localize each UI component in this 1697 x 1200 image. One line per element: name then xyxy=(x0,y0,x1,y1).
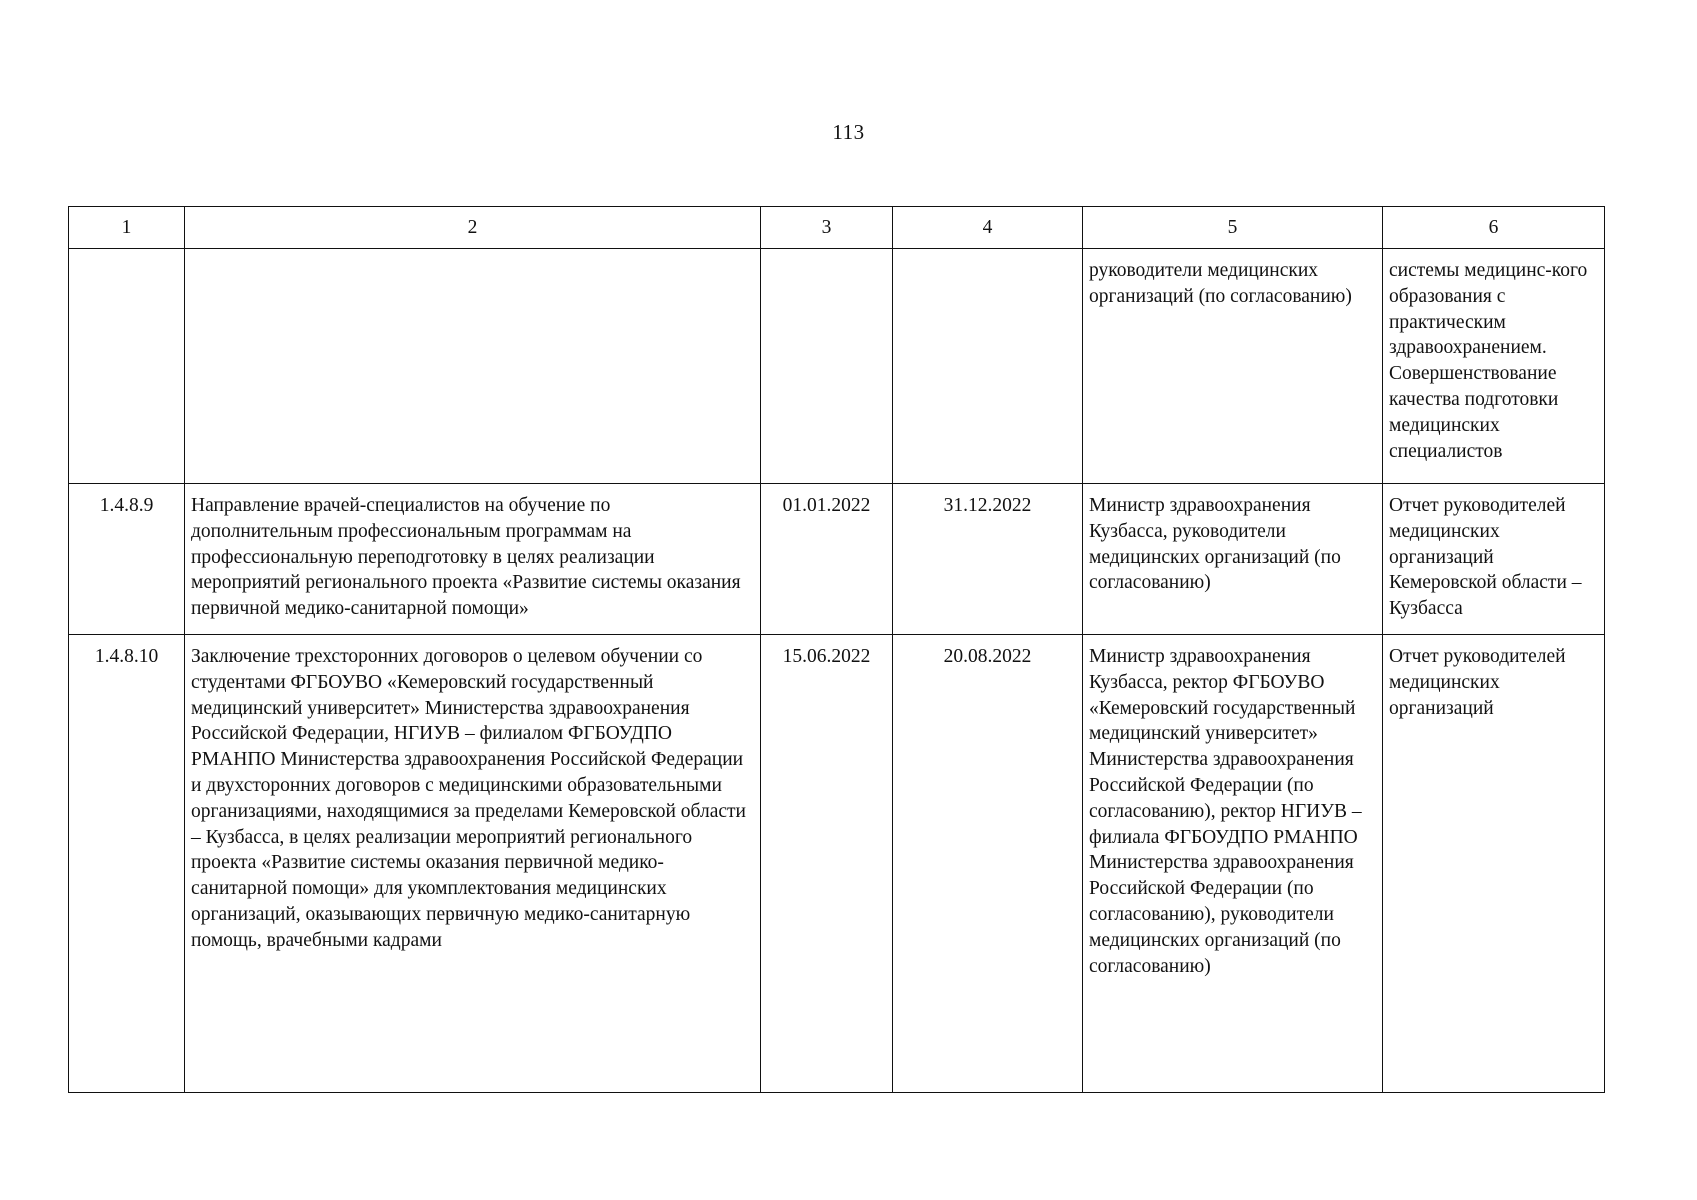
column-header-6: 6 xyxy=(1383,207,1605,249)
table-header-row xyxy=(69,207,1605,249)
cell-responsible: Министр здравоохранения Кузбасса, ректор ФГБОУВО «Кемеровский государственный медицинский университет» Министерства здравоохранения Российской Федерации (по согласованию), ректор НГИУВ – филиала ФГБОУДПО РМАНПО Министерства здравоохранения Российской Федерации (по согласованию), руководители медицинских организаций (по согласованию) xyxy=(1083,635,1383,1093)
table-row xyxy=(69,484,1605,635)
cell-result: Отчет руководителей медицинских организаций Кемеровской области – Кузбасса xyxy=(1383,484,1605,635)
cell-end-date xyxy=(893,249,1083,484)
column-header-5: 5 xyxy=(1083,207,1383,249)
cell-responsible: Министр здравоохранения Кузбасса, руководители медицинских организаций (по согласованию) xyxy=(1083,484,1383,635)
table-row xyxy=(69,249,1605,484)
column-header-3: 3 xyxy=(761,207,893,249)
activities-table xyxy=(68,206,1605,1093)
cell-activity xyxy=(185,249,761,484)
table-row xyxy=(69,635,1605,1093)
cell-end-date: 20.08.2022 xyxy=(893,635,1083,1093)
cell-activity: Заключение трехсторонних договоров о целевом обучении со студентами ФГБОУВО «Кемеровский государственный медицинский университет» Министерства здравоохранения Российской Федерации, НГИУВ – филиалом ФГБОУДПО РМАНПО Министерства здравоохранения Российской Федерации и двухсторонних договоров с медицинскими образовательными организациями, находящимися за пределами Кемеровской области – Кузбасса, в целях реализации мероприятий регионального проекта «Развитие системы оказания первичной медико-санитарной помощи» для укомплектования медицинских организаций, оказывающих первичную медико-санитарную помощь, врачебными кадрами xyxy=(185,635,761,1093)
column-header-2: 2 xyxy=(185,207,761,249)
column-header-1: 1 xyxy=(69,207,185,249)
cell-start-date xyxy=(761,249,893,484)
cell-result: системы медицинс-кого образования с практическим здравоохранением. Совершенствование качества подготовки медицинских специалистов xyxy=(1383,249,1605,484)
cell-start-date: 15.06.2022 xyxy=(761,635,893,1093)
cell-number: 1.4.8.10 xyxy=(69,635,185,1093)
cell-start-date: 01.01.2022 xyxy=(761,484,893,635)
cell-end-date: 31.12.2022 xyxy=(893,484,1083,635)
cell-number: 1.4.8.9 xyxy=(69,484,185,635)
cell-activity: Направление врачей-специалистов на обучение по дополнительным профессиональным программам на профессиональную переподготовку в целях реализации мероприятий регионального проекта «Развитие системы оказания первичной медико-санитарной помощи» xyxy=(185,484,761,635)
cell-number xyxy=(69,249,185,484)
column-header-4: 4 xyxy=(893,207,1083,249)
page-number: 113 xyxy=(832,120,865,144)
cell-result: Отчет руководителей медицинских организаций xyxy=(1383,635,1605,1093)
cell-responsible: руководители медицинских организаций (по согласованию) xyxy=(1083,249,1383,484)
